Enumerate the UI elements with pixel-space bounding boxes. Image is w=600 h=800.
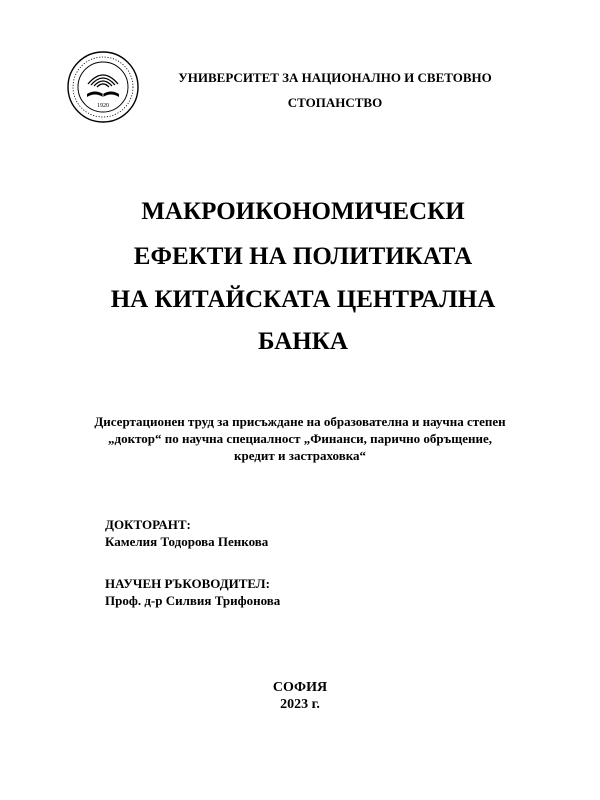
- description-line-2: „доктор“ по научна специалност „Финанси, парично обръщение,: [108, 431, 492, 446]
- supervisor-label: НАУЧЕН РЪКОВОДИТЕЛ:: [105, 576, 270, 591]
- university-name-line-2: СТОПАНСТВО: [287, 95, 383, 110]
- doctorant-name: Камелия Тодорова Пенкова: [105, 534, 269, 549]
- university-name-line-1: УНИВЕРСИТЕТ ЗА НАЦИОНАЛНО И СВЕТОВНО: [178, 70, 492, 85]
- year: 2023 г.: [280, 697, 320, 712]
- description-line-1: Дисертационен труд за присъждане на образователна и научна степен: [94, 414, 506, 429]
- thesis-title-line-1: МАКРОИКОНОМИЧЕСКИ: [141, 198, 465, 225]
- supervisor-name: Проф. д-р Силвия Трифонова: [105, 593, 281, 608]
- city: СОФИЯ: [272, 680, 328, 695]
- thesis-title-line-4: БАНКА: [258, 328, 348, 355]
- thesis-title-line-3: НА КИТАЙСКАТА ЦЕНТРАЛНА: [110, 286, 496, 313]
- doctorant-label: ДОКТОРАНТ:: [105, 517, 191, 532]
- seal-year: 1920: [97, 103, 109, 109]
- description-line-3: кредит и застраховка“: [233, 448, 367, 463]
- university-seal-logo: [66, 50, 140, 124]
- thesis-title-line-2: ЕФЕКТИ НА ПОЛИТИКАТА: [133, 243, 473, 270]
